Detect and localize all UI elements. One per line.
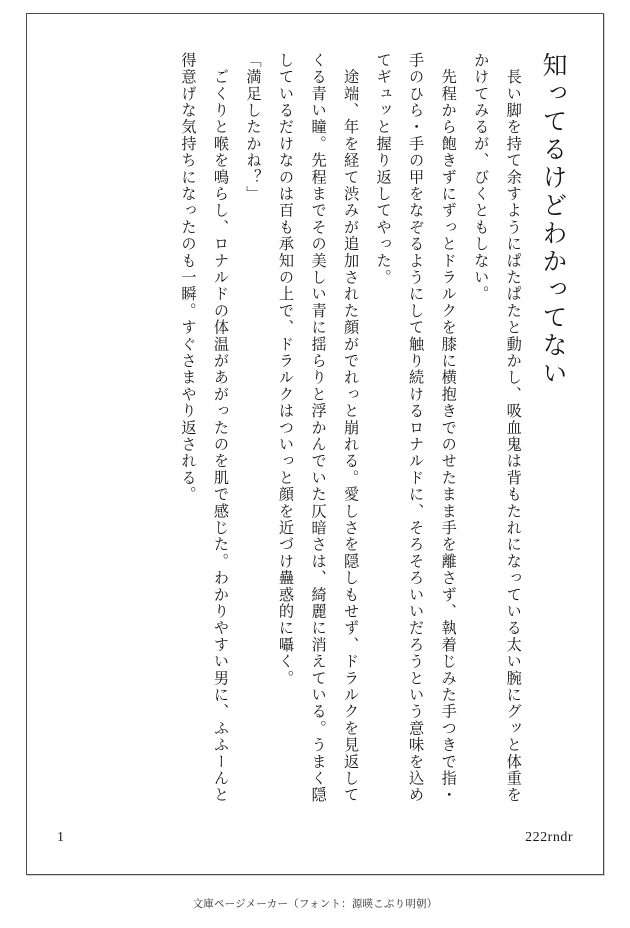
vertical-text-body bbox=[57, 52, 575, 814]
generator-caption: 文庫ページメーカー（フォント：源暎こぶり明朝） bbox=[192, 899, 438, 910]
page-title: 知ってるけどわかってない bbox=[539, 52, 566, 388]
body-paragraph: 「満足したかね？」 bbox=[244, 52, 262, 203]
page-sheet bbox=[26, 13, 604, 875]
body-paragraph: 途端、年を経て渋みが追加された顔がでれっと崩れる。愛しさを隠しもせず、ドラルクを見返してくる青い瞳。先程までその美しい青に揺らりと浮かんでいた仄暗さは、綺麗に消えている。うまく隠しているだけなのは百も承知の上で、ドラルクはついっと顔を近づけ蠱惑的に囁く。 bbox=[277, 52, 360, 804]
body-paragraph: 長い脚を持て余すようにぱたぱたと動かし、吸血鬼は背もたれになっている太い腕にグッと体重をかけてみるが、びくともしない。 bbox=[472, 52, 522, 804]
page-number: 1 bbox=[57, 830, 65, 845]
page-code: 222rndr bbox=[525, 830, 573, 845]
page-footer bbox=[57, 826, 573, 846]
body-paragraph: ごくりと喉を鳴らし、ロナルドの体温があがったのを肌で感じた。わかりやすい男に、ふふーんと得意げな気持ちになったのも一瞬。すぐさまやり返される。 bbox=[179, 52, 229, 804]
body-paragraph: 先程から飽きずにずっとドラルクを膝に横抱きでのせたまま手を離さず、執着じみた手つきで指・手のひら・手の甲をなぞるようにして触り続けるロナルドに、そろそろいいだろうという意味を込めてギュッと握り返してやった。 bbox=[374, 52, 457, 804]
